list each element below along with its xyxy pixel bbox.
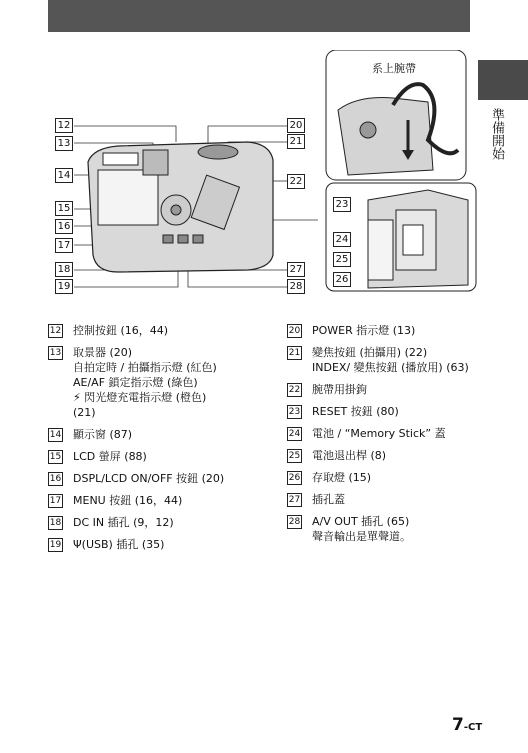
list-item: 23 RESET 按鈕 (80) [288,405,399,418]
left-column [48,323,273,559]
page-number: 7-CT [452,715,483,735]
list-item: 25 電池退出桿 (8) [288,449,387,462]
list-item: 13 取景器 (20) 自拍定時 / 拍攝指示燈 (紅色) AE/AF 鎖定指示燈 (綠色) ⚡ 閃光燈充電指示燈 (橙色) (21) [49,346,217,419]
list-item: 26 存取燈 (15) [288,471,372,484]
list-item: 14 顯示窗 (87) [49,428,133,441]
callout-22: 22 [287,174,305,189]
callout-17: 17 [55,238,73,253]
list-item: 27 插孔蓋 [288,493,345,506]
list-item: 17 MENU 按鈕 (16，44) [49,494,183,507]
list-item: 20 POWER 指示燈 (13) [288,324,416,337]
right-column [287,323,517,551]
callout-16: 16 [55,219,73,234]
callout-12: 12 [55,118,73,133]
strap-inset-label: 系上腕帶 [372,62,416,75]
callout-19: 19 [55,279,73,294]
callout-28: 28 [287,279,305,294]
list-item: 15 LCD 螢屏 (88) [49,450,147,463]
callout-20: 20 [287,118,305,133]
callout-14: 14 [55,168,73,183]
callout-26: 26 [333,272,351,287]
header-bar [48,0,470,32]
section-tab [478,60,528,100]
list-item: 22 腕帶用掛鉤 [288,383,367,396]
callout-24: 24 [333,232,351,247]
list-item: 12 控制按鈕 (16，44) [49,324,169,337]
list-item: 21 變焦按鈕 (拍攝用) (22) INDEX/ 變焦按鈕 (播放用) (63) [288,346,469,374]
callout-27: 27 [287,262,305,277]
list-item: 28 A/V OUT 插孔 (65) 聲音輸出是單聲道。 [288,515,411,543]
callout-23: 23 [333,197,351,212]
callout-25: 25 [333,252,351,267]
section-tab-label: 準備開始 [489,108,504,160]
callout-13: 13 [55,136,73,151]
list-item: 24 電池 / “Memory Stick” 蓋 [288,427,446,440]
callout-15: 15 [55,201,73,216]
callout-21: 21 [287,134,305,149]
callout-18: 18 [55,262,73,277]
list-item: 19 Ψ(USB) 插孔 (35) [49,538,165,551]
list-item: 18 DC IN 插孔 (9，12) [49,516,174,529]
camera-illustration [48,50,478,305]
list-item: 16 DSPL/LCD ON/OFF 按鈕 (20) [49,472,225,485]
